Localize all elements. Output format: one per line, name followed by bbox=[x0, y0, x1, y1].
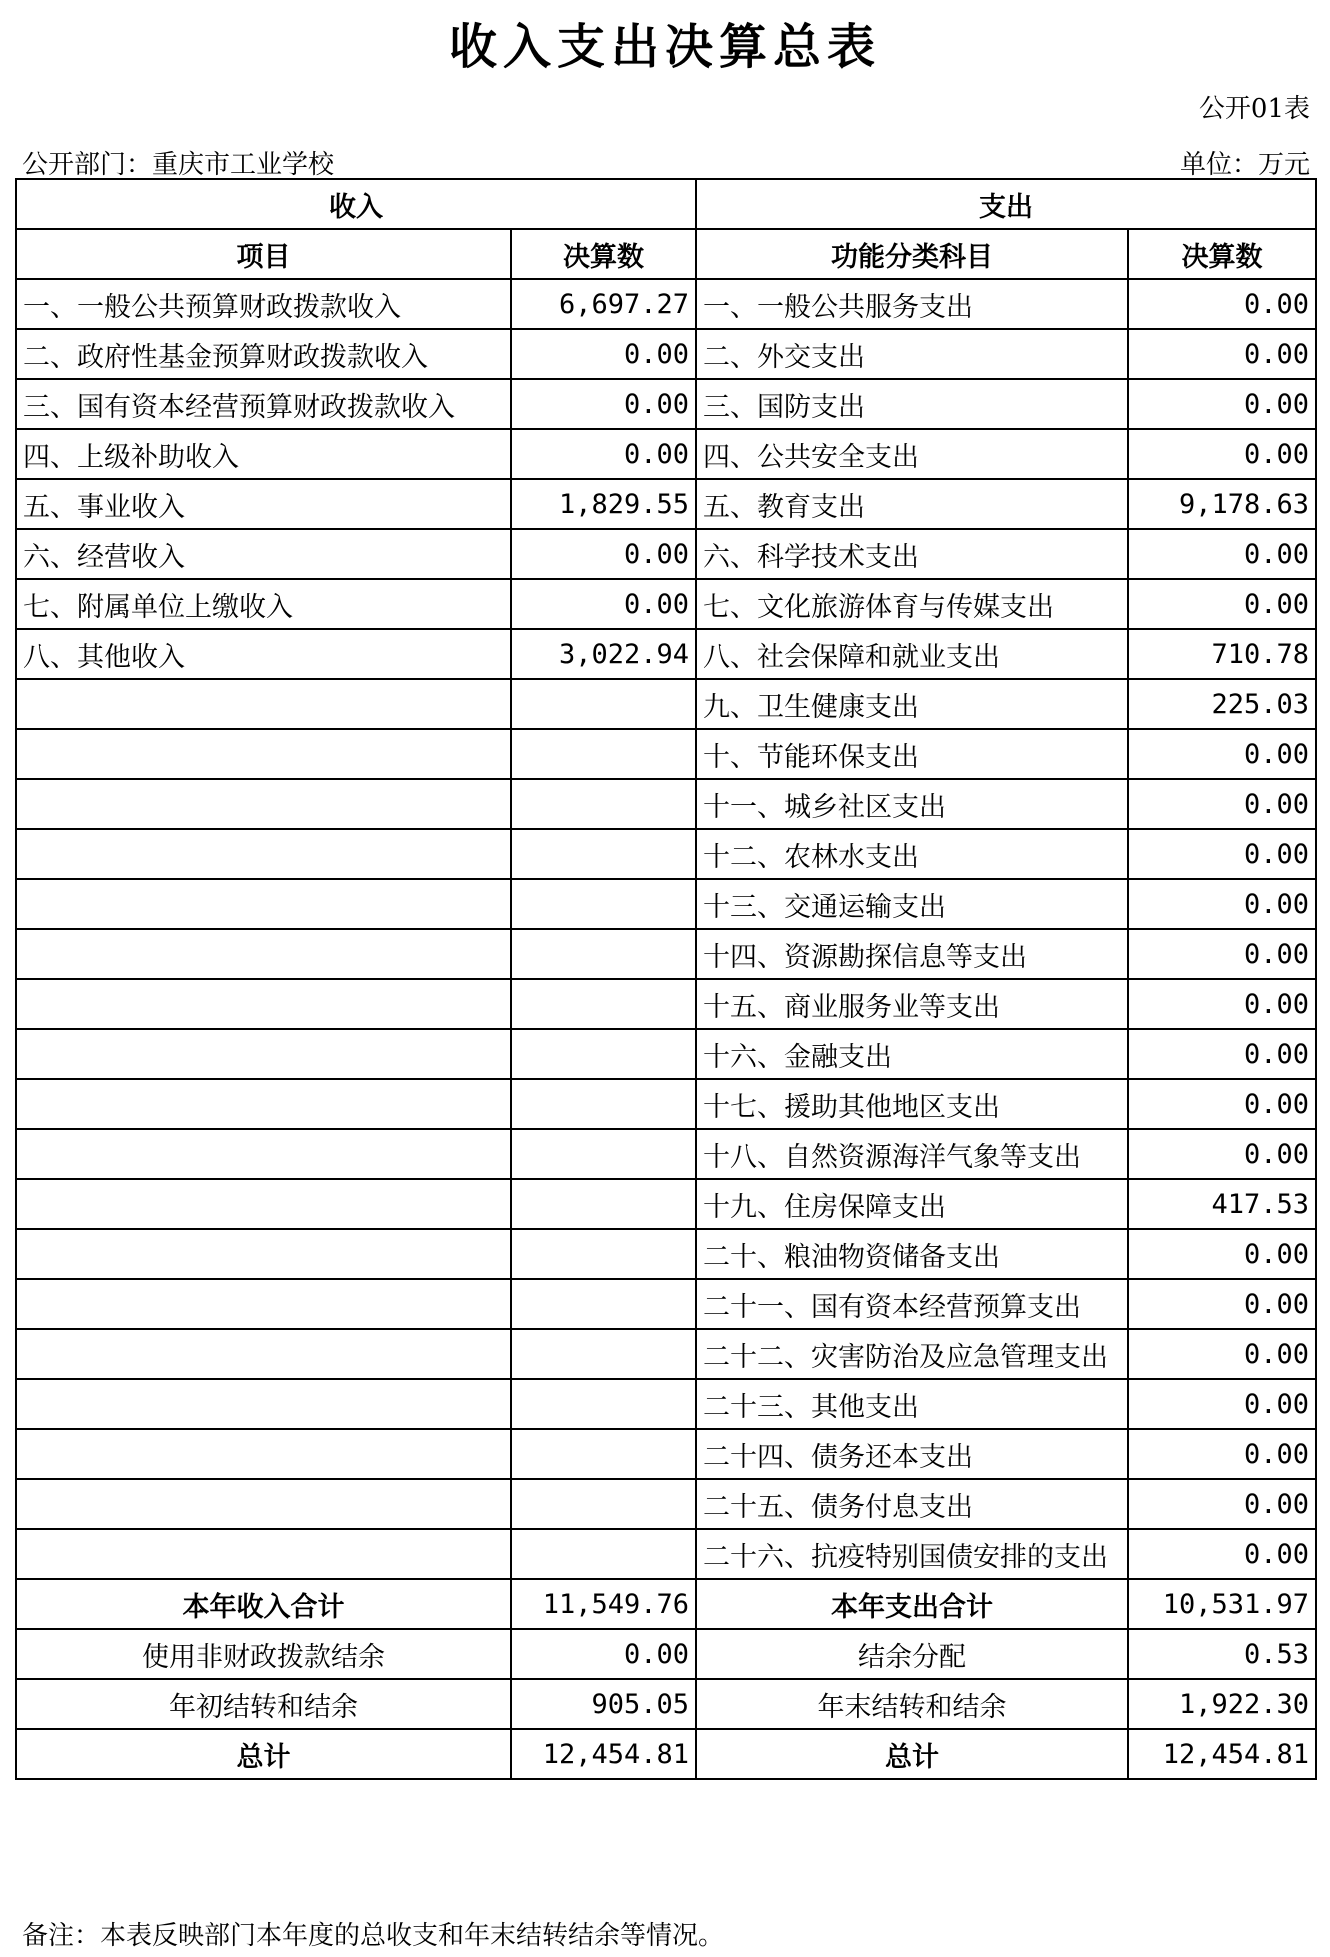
income-item-cell bbox=[16, 1479, 511, 1529]
expense-amount-cell: 710.78 bbox=[1128, 629, 1316, 679]
table-row bbox=[16, 1079, 1316, 1129]
expense-item-cell: 十二、农林水支出 bbox=[696, 829, 1128, 879]
income-item-cell: 五、事业收入 bbox=[16, 479, 511, 529]
expense-amount-cell: 0.00 bbox=[1128, 279, 1316, 329]
expense-amount-cell: 0.00 bbox=[1128, 379, 1316, 429]
expense-item-cell: 六、科学技术支出 bbox=[696, 529, 1128, 579]
income-item-cell bbox=[16, 1379, 511, 1429]
income-item-cell: 七、附属单位上缴收入 bbox=[16, 579, 511, 629]
expense-amount-cell: 0.00 bbox=[1128, 529, 1316, 579]
summary-income-label: 年初结转和结余 bbox=[16, 1679, 511, 1729]
summary-income-amount: 0.00 bbox=[511, 1629, 696, 1679]
table-row bbox=[16, 929, 1316, 979]
income-amount-cell bbox=[511, 879, 696, 929]
table-row bbox=[16, 329, 1316, 379]
unit-label: 单位：万元 bbox=[1179, 150, 1310, 180]
category-column-header: 功能分类科目 bbox=[696, 229, 1128, 279]
expense-amount-cell: 0.00 bbox=[1128, 979, 1316, 1029]
expense-item-cell: 二十二、灾害防治及应急管理支出 bbox=[696, 1329, 1128, 1379]
column-header-row bbox=[16, 229, 1316, 279]
expense-item-cell: 二十、粮油物资储备支出 bbox=[696, 1229, 1128, 1279]
income-item-cell: 一、一般公共预算财政拨款收入 bbox=[16, 279, 511, 329]
expense-amount-cell: 0.00 bbox=[1128, 1479, 1316, 1529]
table-row bbox=[16, 479, 1316, 529]
expense-amount-cell: 0.00 bbox=[1128, 1079, 1316, 1129]
income-item-cell: 六、经营收入 bbox=[16, 529, 511, 579]
table-row bbox=[16, 1329, 1316, 1379]
expense-amount-cell: 0.00 bbox=[1128, 1229, 1316, 1279]
expense-amount-cell: 0.00 bbox=[1128, 1429, 1316, 1479]
income-item-cell bbox=[16, 879, 511, 929]
summary-income-amount: 905.05 bbox=[511, 1679, 696, 1729]
summary-expense-amount: 12,454.81 bbox=[1128, 1729, 1316, 1779]
table-row bbox=[16, 1279, 1316, 1329]
footnote: 备注：本表反映部门本年度的总收支和年末结转结余等情况。 bbox=[22, 1921, 725, 1951]
expense-item-cell: 八、社会保障和就业支出 bbox=[696, 629, 1128, 679]
income-amount-cell bbox=[511, 779, 696, 829]
expense-amount-cell: 0.00 bbox=[1128, 1029, 1316, 1079]
summary-row bbox=[16, 1679, 1316, 1729]
expense-item-cell: 二十六、抗疫特别国债安排的支出 bbox=[696, 1529, 1128, 1579]
income-header: 收入 bbox=[16, 179, 696, 229]
income-item-cell bbox=[16, 929, 511, 979]
table-row bbox=[16, 379, 1316, 429]
income-amount-cell bbox=[511, 1529, 696, 1579]
expense-item-cell: 十四、资源勘探信息等支出 bbox=[696, 929, 1128, 979]
expense-item-cell: 十八、自然资源海洋气象等支出 bbox=[696, 1129, 1128, 1179]
expense-amount-cell: 0.00 bbox=[1128, 1279, 1316, 1329]
expense-item-cell: 七、文化旅游体育与传媒支出 bbox=[696, 579, 1128, 629]
expense-item-cell: 十六、金融支出 bbox=[696, 1029, 1128, 1079]
table-row bbox=[16, 879, 1316, 929]
income-amount-cell: 0.00 bbox=[511, 579, 696, 629]
income-item-cell: 二、政府性基金预算财政拨款收入 bbox=[16, 329, 511, 379]
income-amount-cell bbox=[511, 1179, 696, 1229]
income-item-cell bbox=[16, 829, 511, 879]
expense-amount-cell: 0.00 bbox=[1128, 1129, 1316, 1179]
expense-amount-cell: 9,178.63 bbox=[1128, 479, 1316, 529]
table-row bbox=[16, 979, 1316, 1029]
income-item-cell bbox=[16, 1079, 511, 1129]
income-amount-cell: 6,697.27 bbox=[511, 279, 696, 329]
table-row bbox=[16, 1129, 1316, 1179]
income-item-cell: 八、其他收入 bbox=[16, 629, 511, 679]
table-row bbox=[16, 279, 1316, 329]
expense-amount-cell: 0.00 bbox=[1128, 729, 1316, 779]
income-item-cell: 四、上级补助收入 bbox=[16, 429, 511, 479]
income-item-cell bbox=[16, 979, 511, 1029]
income-item-cell bbox=[16, 779, 511, 829]
income-amount-cell bbox=[511, 1029, 696, 1079]
summary-income-label: 使用非财政拨款结余 bbox=[16, 1629, 511, 1679]
item-column-header: 项目 bbox=[16, 229, 511, 279]
table-row bbox=[16, 779, 1316, 829]
summary-expense-amount: 0.53 bbox=[1128, 1629, 1316, 1679]
income-item-cell bbox=[16, 679, 511, 729]
summary-row bbox=[16, 1579, 1316, 1629]
summary-expense-label: 本年支出合计 bbox=[696, 1579, 1128, 1629]
table-code: 公开01表 bbox=[1198, 94, 1310, 124]
income-amount-cell: 0.00 bbox=[511, 529, 696, 579]
summary-expense-amount: 1,922.30 bbox=[1128, 1679, 1316, 1729]
expense-item-cell: 四、公共安全支出 bbox=[696, 429, 1128, 479]
expense-amount-cell: 0.00 bbox=[1128, 779, 1316, 829]
expense-amount-cell: 0.00 bbox=[1128, 879, 1316, 929]
income-item-cell bbox=[16, 1279, 511, 1329]
expense-amount-cell: 0.00 bbox=[1128, 1529, 1316, 1579]
expense-amount-cell: 417.53 bbox=[1128, 1179, 1316, 1229]
table-row bbox=[16, 429, 1316, 479]
expense-item-cell: 十七、援助其他地区支出 bbox=[696, 1079, 1128, 1129]
expense-item-cell: 三、国防支出 bbox=[696, 379, 1128, 429]
table-row bbox=[16, 1429, 1316, 1479]
income-amount-cell bbox=[511, 1129, 696, 1179]
table-row bbox=[16, 1229, 1316, 1279]
income-item-cell bbox=[16, 729, 511, 779]
income-amount-column-header: 决算数 bbox=[511, 229, 696, 279]
income-amount-cell bbox=[511, 1079, 696, 1129]
summary-expense-label: 结余分配 bbox=[696, 1629, 1128, 1679]
expense-item-cell: 二、外交支出 bbox=[696, 329, 1128, 379]
summary-row bbox=[16, 1729, 1316, 1779]
income-amount-cell bbox=[511, 1429, 696, 1479]
income-amount-cell bbox=[511, 979, 696, 1029]
table-row bbox=[16, 829, 1316, 879]
income-amount-cell bbox=[511, 679, 696, 729]
summary-row bbox=[16, 1629, 1316, 1679]
income-amount-cell bbox=[511, 829, 696, 879]
income-amount-cell bbox=[511, 1279, 696, 1329]
income-amount-cell bbox=[511, 1229, 696, 1279]
summary-expense-amount: 10,531.97 bbox=[1128, 1579, 1316, 1629]
expense-amount-cell: 0.00 bbox=[1128, 1379, 1316, 1429]
table-row bbox=[16, 679, 1316, 729]
income-amount-cell: 3,022.94 bbox=[511, 629, 696, 679]
income-item-cell bbox=[16, 1229, 511, 1279]
department-label: 公开部门：重庆市工业学校 bbox=[22, 150, 335, 180]
income-item-cell bbox=[16, 1529, 511, 1579]
expense-item-cell: 二十三、其他支出 bbox=[696, 1379, 1128, 1429]
expense-amount-column-header: 决算数 bbox=[1128, 229, 1316, 279]
expense-item-cell: 五、教育支出 bbox=[696, 479, 1128, 529]
income-item-cell: 三、国有资本经营预算财政拨款收入 bbox=[16, 379, 511, 429]
table-row bbox=[16, 1179, 1316, 1229]
expense-item-cell: 十五、商业服务业等支出 bbox=[696, 979, 1128, 1029]
table-row bbox=[16, 1379, 1316, 1429]
expense-amount-cell: 225.03 bbox=[1128, 679, 1316, 729]
summary-income-amount: 12,454.81 bbox=[511, 1729, 696, 1779]
summary-expense-label: 总计 bbox=[696, 1729, 1128, 1779]
income-amount-cell bbox=[511, 1329, 696, 1379]
income-amount-cell bbox=[511, 1479, 696, 1529]
section-header-row bbox=[16, 179, 1316, 229]
budget-table bbox=[15, 178, 1317, 1780]
income-amount-cell: 0.00 bbox=[511, 429, 696, 479]
expense-item-cell: 十一、城乡社区支出 bbox=[696, 779, 1128, 829]
income-item-cell bbox=[16, 1029, 511, 1079]
expense-amount-cell: 0.00 bbox=[1128, 429, 1316, 479]
expense-item-cell: 十、节能环保支出 bbox=[696, 729, 1128, 779]
table-row bbox=[16, 1029, 1316, 1079]
summary-income-label: 本年收入合计 bbox=[16, 1579, 511, 1629]
expense-item-cell: 二十一、国有资本经营预算支出 bbox=[696, 1279, 1128, 1329]
income-amount-cell bbox=[511, 929, 696, 979]
summary-expense-label: 年末结转和结余 bbox=[696, 1679, 1128, 1729]
expense-amount-cell: 0.00 bbox=[1128, 579, 1316, 629]
expense-amount-cell: 0.00 bbox=[1128, 929, 1316, 979]
page-title: 收入支出决算总表 bbox=[448, 19, 881, 75]
income-amount-cell bbox=[511, 729, 696, 779]
summary-income-amount: 11,549.76 bbox=[511, 1579, 696, 1629]
table-row bbox=[16, 1479, 1316, 1529]
expense-amount-cell: 0.00 bbox=[1128, 829, 1316, 879]
table-row bbox=[16, 529, 1316, 579]
table-row bbox=[16, 579, 1316, 629]
expense-amount-cell: 0.00 bbox=[1128, 1329, 1316, 1379]
table-row bbox=[16, 629, 1316, 679]
summary-income-label: 总计 bbox=[16, 1729, 511, 1779]
table-row bbox=[16, 729, 1316, 779]
expense-item-cell: 二十四、债务还本支出 bbox=[696, 1429, 1128, 1479]
income-amount-cell: 0.00 bbox=[511, 379, 696, 429]
expense-item-cell: 二十五、债务付息支出 bbox=[696, 1479, 1128, 1529]
expense-item-cell: 一、一般公共服务支出 bbox=[696, 279, 1128, 329]
income-item-cell bbox=[16, 1429, 511, 1479]
expense-item-cell: 十三、交通运输支出 bbox=[696, 879, 1128, 929]
table-row bbox=[16, 1529, 1316, 1579]
income-amount-cell: 0.00 bbox=[511, 329, 696, 379]
income-amount-cell: 1,829.55 bbox=[511, 479, 696, 529]
expense-item-cell: 十九、住房保障支出 bbox=[696, 1179, 1128, 1229]
expense-item-cell: 九、卫生健康支出 bbox=[696, 679, 1128, 729]
income-item-cell bbox=[16, 1179, 511, 1229]
income-item-cell bbox=[16, 1129, 511, 1179]
expense-header: 支出 bbox=[696, 179, 1316, 229]
expense-amount-cell: 0.00 bbox=[1128, 329, 1316, 379]
income-amount-cell bbox=[511, 1379, 696, 1429]
income-item-cell bbox=[16, 1329, 511, 1379]
